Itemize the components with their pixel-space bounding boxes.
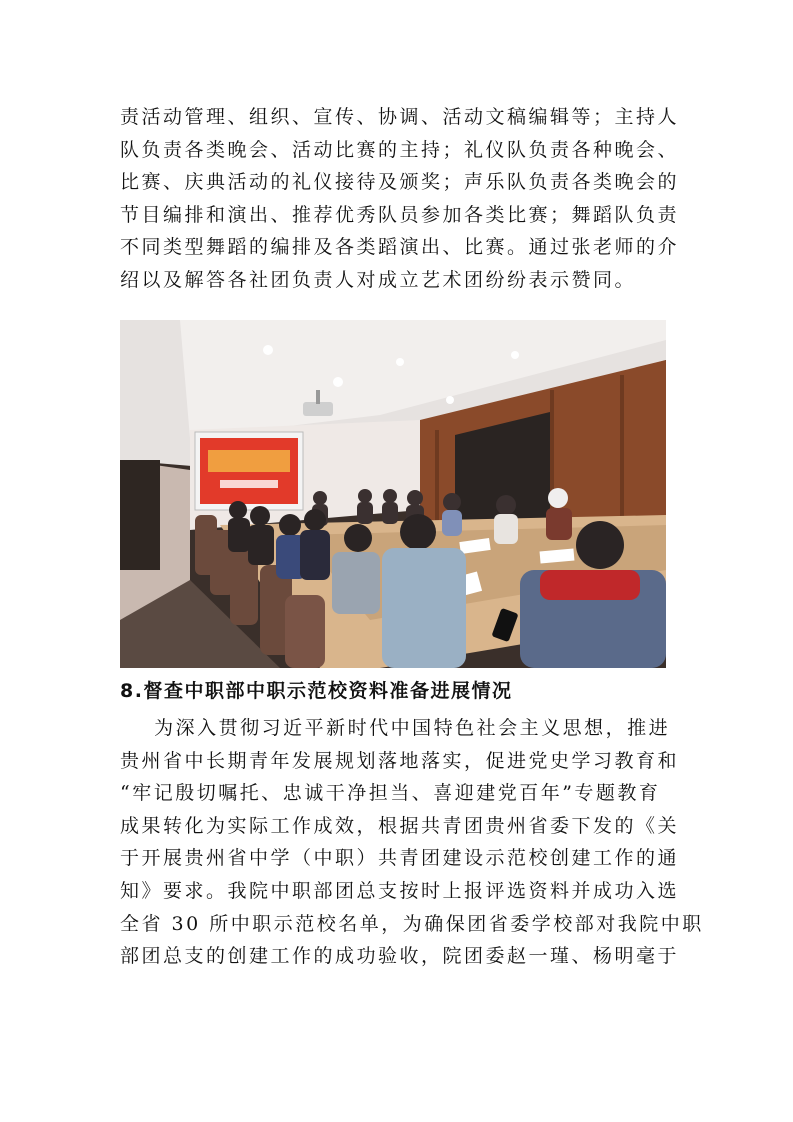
paragraph-line: 队负责各类晚会、活动比赛的主持；礼仪队负责各种晚会、 — [120, 138, 680, 161]
paragraph-line: 知》要求。我院中职部团总支按时上报评选资料并成功入选 — [120, 879, 680, 902]
paragraph-line: 成果转化为实际工作成效，根据共青团贵州省委下发的《关 — [120, 814, 680, 837]
meeting-photo-illustration — [120, 320, 666, 668]
section-heading: 8.督查中职部中职示范校资料准备进展情况 — [120, 680, 513, 702]
paragraph-line: 绍以及解答各社团负责人对成立艺术团纷纷表示赞同。 — [120, 268, 637, 291]
meeting-photo — [120, 320, 666, 668]
paragraph-line: 于开展贵州省中学（中职）共青团建设示范校创建工作的通 — [120, 847, 680, 870]
paragraph-line: 为深入贯彻习近平新时代中国特色社会主义思想，推进 — [120, 717, 671, 739]
top-paragraph — [120, 101, 680, 297]
paragraph-line: 部团总支的创建工作的成功验收，院团委赵一瑾、杨明毫于 — [120, 945, 680, 968]
paragraph-line: 责活动管理、组织、宣传、协调、活动文稿编辑等；主持人 — [120, 106, 680, 128]
paragraph-line: 贵州省中长期青年发展规划落地落实，促进党史学习教育和 — [120, 749, 680, 772]
paragraph-line: 比赛、庆典活动的礼仪接待及颁奖；声乐队负责各类晚会的 — [120, 171, 680, 194]
section-paragraph — [120, 712, 704, 973]
paragraph-line: 节目编排和演出、推荐优秀队员参加各类比赛；舞蹈队负责 — [120, 203, 680, 226]
paragraph-line: 不同类型舞蹈的编排及各类蹈演出、比赛。通过张老师的介 — [120, 236, 680, 259]
paragraph-line: 全省 30 所中职示范校名单，为确保团省委学校部对我院中职 — [120, 912, 704, 935]
paragraph-line: “牢记殷切嘱托、忠诚干净担当、喜迎建党百年”专题教育 — [120, 782, 661, 805]
